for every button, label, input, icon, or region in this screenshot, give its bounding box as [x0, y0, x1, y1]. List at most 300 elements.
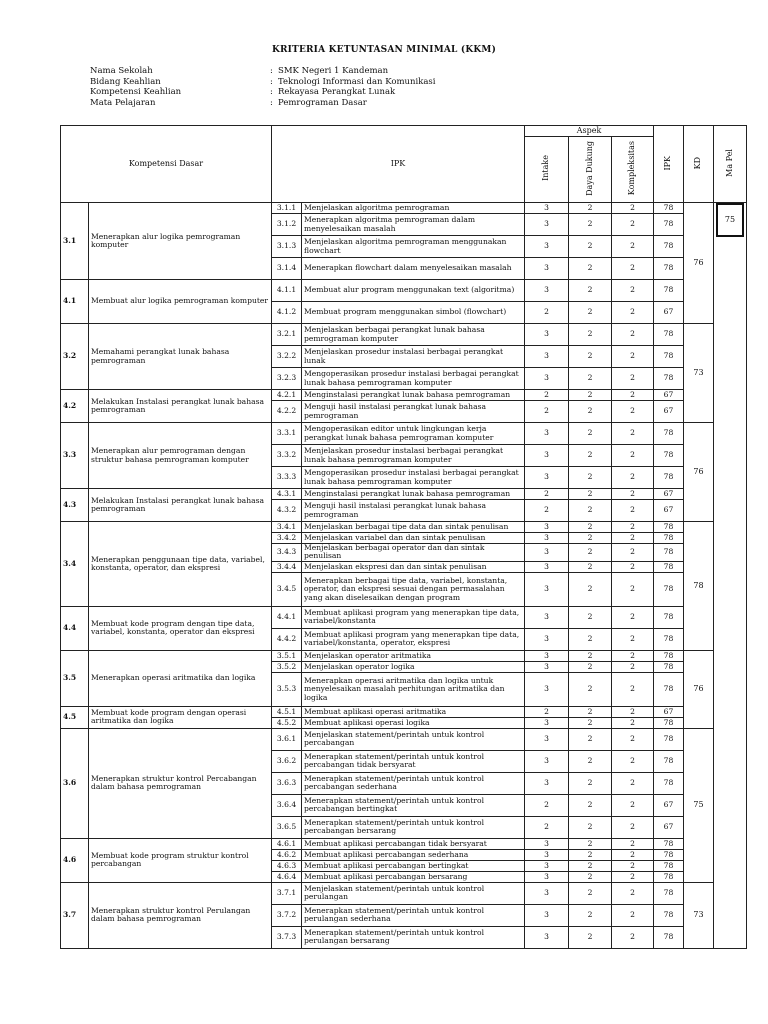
- ipk-number: 3.2.3: [272, 368, 302, 390]
- intake-value: 3: [525, 423, 569, 445]
- meta-label: Mata Pelajaran: [90, 97, 156, 108]
- ipk-number: 3.5.3: [272, 672, 302, 706]
- intake-value: 3: [525, 860, 569, 871]
- intake-value: 3: [525, 650, 569, 661]
- ipk-number: 3.7.3: [272, 926, 302, 948]
- ipk-description: Membuat alur program menggunakan text (algoritma): [302, 280, 525, 302]
- kompleksitas-value: 2: [612, 849, 654, 860]
- ipk-description: Menerapkan berbagai tipe data, variabel, konstanta, operator, dan ekspresi sesuai dengan permasalahan yang akan diselesaikan dengan program: [302, 572, 525, 606]
- meta-label: Kompetensi Keahlian: [90, 87, 182, 98]
- intake-value: 2: [525, 816, 569, 838]
- ipk-description: Membuat aplikasi percabangan tidak bersyarat: [302, 838, 525, 849]
- kompleksitas-value: 2: [612, 346, 654, 368]
- intake-value: 3: [525, 772, 569, 794]
- ipk-value: 78: [654, 672, 684, 706]
- intake-value: 3: [525, 445, 569, 467]
- kd-description: Membuat kode program dengan tipe data, variabel, konstanta, operator dan ekspresi: [89, 606, 272, 650]
- intake-value: 3: [525, 203, 569, 214]
- ipk-description: Membuat aplikasi percabangan bertingkat: [302, 860, 525, 871]
- kd-description: Menerapkan alur logika pemrograman komputer: [89, 203, 272, 280]
- ipk-value: 78: [654, 203, 684, 214]
- kd-number: 3.5: [61, 650, 89, 706]
- kd-kkm-value: 76: [684, 203, 714, 324]
- ipk-value: 67: [654, 489, 684, 500]
- ipk-number: 3.4.1: [272, 522, 302, 533]
- ipk-value: 78: [654, 628, 684, 650]
- ipk-description: Menjelaskan ekspresi dan dan sintak penulisan: [302, 561, 525, 572]
- daya-dukung-value: 2: [569, 860, 612, 871]
- ipk-value: 67: [654, 706, 684, 717]
- intake-value: 3: [525, 280, 569, 302]
- intake-value: 3: [525, 346, 569, 368]
- header-ipk: IPK: [272, 126, 525, 203]
- ipk-value: 78: [654, 838, 684, 849]
- kompleksitas-value: 2: [612, 390, 654, 401]
- ipk-description: Menjelaskan statement/perintah untuk kontrol perulangan: [302, 882, 525, 904]
- daya-dukung-value: 2: [569, 672, 612, 706]
- kompleksitas-value: 2: [612, 214, 654, 236]
- intake-value: 3: [525, 544, 569, 562]
- kompleksitas-value: 2: [612, 628, 654, 650]
- header-kompetensi-dasar: Kompetensi Dasar: [61, 126, 272, 203]
- meta-row-school: [90, 66, 436, 77]
- kd-kkm-value: 78: [684, 522, 714, 651]
- ipk-description: Menguji hasil instalasi perangkat lunak bahasa pemrograman: [302, 401, 525, 423]
- ipk-description: Menerapkan statement/perintah untuk kontrol percabangan bertingkat: [302, 794, 525, 816]
- ipk-number: 3.3.1: [272, 423, 302, 445]
- daya-dukung-value: 2: [569, 750, 612, 772]
- intake-value: 3: [525, 258, 569, 280]
- intake-value: 3: [525, 750, 569, 772]
- kd-kkm-value: 73: [684, 882, 714, 948]
- ipk-value: 78: [654, 926, 684, 948]
- daya-dukung-value: 2: [569, 728, 612, 750]
- kompleksitas-value: 2: [612, 871, 654, 882]
- table-row: [61, 606, 747, 628]
- intake-value: 3: [525, 661, 569, 672]
- daya-dukung-value: 2: [569, 544, 612, 562]
- ipk-description: Menjelaskan algoritma pemrograman: [302, 203, 525, 214]
- daya-dukung-value: 2: [569, 258, 612, 280]
- ipk-value: 78: [654, 561, 684, 572]
- kkm-table: [60, 125, 747, 949]
- ipk-description: Menerapkan statement/perintah untuk kontrol perulangan bersarang: [302, 926, 525, 948]
- kd-description: Menerapkan struktur kontrol Percabangan dalam bahasa pemrograman: [89, 728, 272, 838]
- ipk-number: 3.7.1: [272, 882, 302, 904]
- table-row: [61, 882, 747, 904]
- intake-value: 3: [525, 572, 569, 606]
- kompleksitas-value: 2: [612, 302, 654, 324]
- header-kd-col: [684, 126, 714, 203]
- ipk-number: 4.1.1: [272, 280, 302, 302]
- ipk-value: 67: [654, 500, 684, 522]
- intake-value: 3: [525, 561, 569, 572]
- ipk-number: 3.6.5: [272, 816, 302, 838]
- meta-colon: :: [270, 66, 273, 76]
- ipk-value: 78: [654, 606, 684, 628]
- ipk-description: Menjelaskan prosedur instalasi berbagai perangkat lunak: [302, 346, 525, 368]
- kompleksitas-value: 2: [612, 544, 654, 562]
- ipk-description: Mengoperasikan prosedur instalasi berbagai perangkat lunak bahasa pemrograman komputer: [302, 467, 525, 489]
- ipk-value: 67: [654, 302, 684, 324]
- kompleksitas-value: 2: [612, 750, 654, 772]
- ipk-value: 78: [654, 346, 684, 368]
- ipk-value: 67: [654, 816, 684, 838]
- kd-number: 3.2: [61, 324, 89, 390]
- ipk-number: 4.6.1: [272, 838, 302, 849]
- kompleksitas-value: 2: [612, 500, 654, 522]
- kompleksitas-value: 2: [612, 280, 654, 302]
- ipk-number: 4.5.2: [272, 717, 302, 728]
- intake-value: 2: [525, 794, 569, 816]
- kompleksitas-value: 2: [612, 445, 654, 467]
- kd-number: 4.1: [61, 280, 89, 324]
- kd-description: Melakukan Instalasi perangkat lunak bahasa pemrograman: [89, 390, 272, 423]
- kompleksitas-value: 2: [612, 489, 654, 500]
- ipk-description: Menjelaskan statement/perintah untuk kontrol percabangan: [302, 728, 525, 750]
- kompleksitas-value: 2: [612, 860, 654, 871]
- intake-value: 3: [525, 838, 569, 849]
- ipk-value: 78: [654, 423, 684, 445]
- ipk-value: 78: [654, 522, 684, 533]
- intake-value: 3: [525, 672, 569, 706]
- daya-dukung-value: 2: [569, 346, 612, 368]
- kompleksitas-value: 2: [612, 717, 654, 728]
- ipk-value: 78: [654, 533, 684, 544]
- intake-value: 3: [525, 926, 569, 948]
- header-daya-dukung: [569, 137, 612, 203]
- daya-dukung-value: 2: [569, 500, 612, 522]
- meta-value: Rekayasa Perangkat Lunak: [278, 87, 396, 98]
- kd-number: 4.3: [61, 489, 89, 522]
- daya-dukung-value: 2: [569, 838, 612, 849]
- school-info: [90, 66, 436, 108]
- meta-colon: :: [270, 97, 273, 108]
- daya-dukung-value: 2: [569, 772, 612, 794]
- kompleksitas-value: 2: [612, 203, 654, 214]
- mapel-kkm-cell: [714, 203, 747, 949]
- intake-value: 3: [525, 236, 569, 258]
- intake-value: 3: [525, 533, 569, 544]
- ipk-number: 3.6.4: [272, 794, 302, 816]
- mapel-kkm-value: 75: [716, 203, 744, 237]
- ipk-value: 67: [654, 401, 684, 423]
- kompleksitas-value: 2: [612, 650, 654, 661]
- ipk-description: Membuat aplikasi operasi logika: [302, 717, 525, 728]
- kompleksitas-value: 2: [612, 423, 654, 445]
- ipk-value: 78: [654, 750, 684, 772]
- ipk-value: 78: [654, 368, 684, 390]
- daya-dukung-value: 2: [569, 445, 612, 467]
- kompleksitas-value: 2: [612, 572, 654, 606]
- daya-dukung-value: 2: [569, 324, 612, 346]
- daya-dukung-value: 2: [569, 650, 612, 661]
- meta-row-subject: [90, 98, 436, 109]
- daya-dukung-value: 2: [569, 489, 612, 500]
- ipk-number: 3.4.3: [272, 544, 302, 562]
- daya-dukung-value: 2: [569, 882, 612, 904]
- ipk-value: 78: [654, 280, 684, 302]
- kd-number: 4.6: [61, 838, 89, 882]
- ipk-description: Menjelaskan berbagai perangkat lunak bahasa pemrograman komputer: [302, 324, 525, 346]
- header-kd-col-text: KD: [693, 156, 703, 169]
- kompleksitas-value: 2: [612, 606, 654, 628]
- ipk-number: 3.3.2: [272, 445, 302, 467]
- kompleksitas-value: 2: [612, 258, 654, 280]
- ipk-value: 78: [654, 572, 684, 606]
- ipk-number: 3.2.2: [272, 346, 302, 368]
- ipk-description: Menjelaskan berbagai operator dan dan sintak penulisan: [302, 544, 525, 562]
- kompleksitas-value: 2: [612, 533, 654, 544]
- table-row: [61, 390, 747, 401]
- ipk-number: 3.6.3: [272, 772, 302, 794]
- ipk-value: 78: [654, 661, 684, 672]
- intake-value: 3: [525, 368, 569, 390]
- kd-description: Membuat kode program dengan operasi aritmatika dan logika: [89, 706, 272, 728]
- ipk-description: Menginstalasi perangkat lunak bahasa pemrograman: [302, 390, 525, 401]
- ipk-number: 4.2.1: [272, 390, 302, 401]
- ipk-value: 78: [654, 445, 684, 467]
- ipk-number: 4.6.3: [272, 860, 302, 871]
- daya-dukung-value: 2: [569, 401, 612, 423]
- ipk-number: 4.1.2: [272, 302, 302, 324]
- meta-value: Pemrograman Dasar: [278, 97, 367, 108]
- daya-dukung-value: 2: [569, 717, 612, 728]
- ipk-description: Menerapkan algoritma pemrograman dalam menyelesaikan masalah: [302, 214, 525, 236]
- ipk-number: 3.7.2: [272, 904, 302, 926]
- ipk-number: 3.1.2: [272, 214, 302, 236]
- ipk-number: 3.1.3: [272, 236, 302, 258]
- ipk-value: 78: [654, 871, 684, 882]
- ipk-value: 67: [654, 794, 684, 816]
- intake-value: 2: [525, 500, 569, 522]
- kd-description: Memahami perangkat lunak bahasa pemrograman: [89, 324, 272, 390]
- kd-description: Membuat alur logika pemrograman komputer: [89, 280, 272, 324]
- daya-dukung-value: 2: [569, 236, 612, 258]
- header-komp-text: Kompleksitas: [627, 141, 637, 196]
- daya-dukung-value: 2: [569, 849, 612, 860]
- table-row: [61, 838, 747, 849]
- ipk-value: 78: [654, 214, 684, 236]
- kd-description: Membuat kode program struktur kontrol percabangan: [89, 838, 272, 882]
- table-row: [61, 650, 747, 661]
- ipk-value: 78: [654, 467, 684, 489]
- ipk-description: Menerapkan statement/perintah untuk kontrol percabangan tidak bersyarat: [302, 750, 525, 772]
- kompleksitas-value: 2: [612, 672, 654, 706]
- ipk-value: 78: [654, 236, 684, 258]
- kd-description: Menerapkan struktur kontrol Perulangan dalam bahasa pemrograman: [89, 882, 272, 948]
- intake-value: 3: [525, 606, 569, 628]
- header-aspek: Aspek: [525, 126, 654, 137]
- kompleksitas-value: 2: [612, 794, 654, 816]
- kd-description: Menerapkan operasi aritmatika dan logika: [89, 650, 272, 706]
- header-intake: [525, 137, 569, 203]
- ipk-value: 78: [654, 860, 684, 871]
- kd-description: Menerapkan penggunaan tipe data, variabel, konstanta, operator, dan ekspresi: [89, 522, 272, 607]
- ipk-value: 78: [654, 849, 684, 860]
- ipk-description: Menjelaskan variabel dan dan sintak penulisan: [302, 533, 525, 544]
- daya-dukung-value: 2: [569, 214, 612, 236]
- intake-value: 3: [525, 522, 569, 533]
- ipk-number: 3.4.2: [272, 533, 302, 544]
- ipk-description: Membuat aplikasi program yang menerapkan tipe data, variabel/konstanta, operator, ekspresi: [302, 628, 525, 650]
- ipk-description: Membuat program menggunakan simbol (flowchart): [302, 302, 525, 324]
- table-row: [61, 728, 747, 750]
- kd-number: 3.6: [61, 728, 89, 838]
- ipk-description: Menerapkan operasi aritmatika dan logika untuk menyelesaikan masalah perhitungan aritmatika dan logika: [302, 672, 525, 706]
- daya-dukung-value: 2: [569, 606, 612, 628]
- kompleksitas-value: 2: [612, 467, 654, 489]
- table-row: [61, 489, 747, 500]
- daya-dukung-value: 2: [569, 661, 612, 672]
- table-row: [61, 280, 747, 302]
- ipk-description: Membuat aplikasi percabangan bersarang: [302, 871, 525, 882]
- ipk-description: Menjelaskan berbagai tipe data dan sintak penulisan: [302, 522, 525, 533]
- kompleksitas-value: 2: [612, 368, 654, 390]
- ipk-description: Menjelaskan operator logika: [302, 661, 525, 672]
- daya-dukung-value: 2: [569, 926, 612, 948]
- header-mapel: [714, 126, 747, 203]
- intake-value: 3: [525, 882, 569, 904]
- ipk-number: 3.6.2: [272, 750, 302, 772]
- kompleksitas-value: 2: [612, 816, 654, 838]
- ipk-description: Menerapkan flowchart dalam menyelesaikan masalah: [302, 258, 525, 280]
- intake-value: 3: [525, 628, 569, 650]
- meta-value: SMK Negeri 1 Kandeman: [278, 66, 389, 76]
- kd-number: 3.4: [61, 522, 89, 607]
- meta-row-competency: [90, 87, 436, 98]
- kompleksitas-value: 2: [612, 661, 654, 672]
- ipk-number: 3.2.1: [272, 324, 302, 346]
- ipk-number: 4.6.4: [272, 871, 302, 882]
- intake-value: 3: [525, 728, 569, 750]
- kompleksitas-value: 2: [612, 706, 654, 717]
- ipk-description: Menerapkan statement/perintah untuk kontrol percabangan bersarang: [302, 816, 525, 838]
- intake-value: 2: [525, 401, 569, 423]
- ipk-number: 3.1.4: [272, 258, 302, 280]
- daya-dukung-value: 2: [569, 467, 612, 489]
- ipk-number: 4.6.2: [272, 849, 302, 860]
- kompleksitas-value: 2: [612, 522, 654, 533]
- meta-value: Teknologi Informasi dan Komunikasi: [278, 76, 436, 87]
- kkm-body: [61, 203, 747, 949]
- ipk-number: 3.4.5: [272, 572, 302, 606]
- ipk-number: 3.6.1: [272, 728, 302, 750]
- ipk-description: Membuat aplikasi program yang menerapkan tipe data, variabel/konstanta: [302, 606, 525, 628]
- ipk-number: 3.4.4: [272, 561, 302, 572]
- ipk-number: 4.3.2: [272, 500, 302, 522]
- intake-value: 3: [525, 849, 569, 860]
- ipk-value: 78: [654, 728, 684, 750]
- kompleksitas-value: 2: [612, 838, 654, 849]
- ipk-number: 3.5.1: [272, 650, 302, 661]
- intake-value: 2: [525, 489, 569, 500]
- ipk-value: 67: [654, 390, 684, 401]
- ipk-description: Membuat aplikasi operasi aritmatika: [302, 706, 525, 717]
- kompleksitas-value: 2: [612, 236, 654, 258]
- header-intake-text: Intake: [541, 155, 551, 182]
- header-mapel-text: Ma Pel: [724, 148, 734, 177]
- kd-number: 3.7: [61, 882, 89, 948]
- daya-dukung-value: 2: [569, 280, 612, 302]
- kompleksitas-value: 2: [612, 401, 654, 423]
- ipk-value: 78: [654, 258, 684, 280]
- kd-number: 4.4: [61, 606, 89, 650]
- table-row: [61, 522, 747, 533]
- ipk-number: 4.4.1: [272, 606, 302, 628]
- intake-value: 2: [525, 302, 569, 324]
- ipk-description: Menerapkan statement/perintah untuk kontrol percabangan sederhana: [302, 772, 525, 794]
- daya-dukung-value: 2: [569, 423, 612, 445]
- ipk-value: 78: [654, 324, 684, 346]
- page-title: KRITERIA KETUNTASAN MINIMAL (KKM): [271, 45, 497, 55]
- kd-number: 3.1: [61, 203, 89, 280]
- daya-dukung-value: 2: [569, 561, 612, 572]
- ipk-description: Menjelaskan prosedur instalasi berbagai perangkat lunak bahasa pemrograman komputer: [302, 445, 525, 467]
- intake-value: 2: [525, 390, 569, 401]
- kompleksitas-value: 2: [612, 561, 654, 572]
- ipk-value: 78: [654, 717, 684, 728]
- table-row: [61, 423, 747, 445]
- header-ipk-col: [654, 126, 684, 203]
- kd-number: 4.2: [61, 390, 89, 423]
- intake-value: 2: [525, 706, 569, 717]
- intake-value: 3: [525, 324, 569, 346]
- kd-description: Menerapkan alur pemrograman dengan struktur bahasa pemrograman komputer: [89, 423, 272, 489]
- meta-label: Nama Sekolah: [90, 66, 153, 76]
- header-ipk-col-text: IPK: [663, 155, 673, 171]
- ipk-description: Mengoperasikan prosedur instalasi berbagai perangkat lunak bahasa pemrograman komputer: [302, 368, 525, 390]
- daya-dukung-value: 2: [569, 368, 612, 390]
- daya-dukung-value: 2: [569, 203, 612, 214]
- kompleksitas-value: 2: [612, 882, 654, 904]
- kompleksitas-value: 2: [612, 728, 654, 750]
- ipk-value: 78: [654, 772, 684, 794]
- ipk-value: 78: [654, 882, 684, 904]
- intake-value: 3: [525, 467, 569, 489]
- ipk-number: 4.5.1: [272, 706, 302, 717]
- ipk-value: 78: [654, 904, 684, 926]
- ipk-number: 3.5.2: [272, 661, 302, 672]
- meta-colon: :: [270, 87, 273, 98]
- daya-dukung-value: 2: [569, 302, 612, 324]
- ipk-number: 4.2.2: [272, 401, 302, 423]
- daya-dukung-value: 2: [569, 794, 612, 816]
- ipk-number: 4.3.1: [272, 489, 302, 500]
- daya-dukung-value: 2: [569, 522, 612, 533]
- kd-number: 4.5: [61, 706, 89, 728]
- ipk-description: Mengoperasikan editor untuk lingkungan kerja perangkat lunak bahasa pemrograman komputer: [302, 423, 525, 445]
- ipk-description: Menguji hasil instalasi perangkat lunak bahasa pemrograman: [302, 500, 525, 522]
- kompleksitas-value: 2: [612, 926, 654, 948]
- table-row: [61, 706, 747, 717]
- kd-kkm-value: 75: [684, 728, 714, 882]
- ipk-description: Menjelaskan algoritma pemrograman menggunakan flowchart: [302, 236, 525, 258]
- ipk-description: Menerapkan statement/perintah untuk kontrol perulangan sederhana: [302, 904, 525, 926]
- meta-colon: :: [270, 76, 273, 87]
- ipk-number: 3.1.1: [272, 203, 302, 214]
- daya-dukung-value: 2: [569, 816, 612, 838]
- daya-dukung-value: 2: [569, 572, 612, 606]
- kompleksitas-value: 2: [612, 772, 654, 794]
- header-kompleksitas: [612, 137, 654, 203]
- daya-dukung-value: 2: [569, 871, 612, 882]
- daya-dukung-value: 2: [569, 533, 612, 544]
- kompleksitas-value: 2: [612, 904, 654, 926]
- kd-number: 3.3: [61, 423, 89, 489]
- kd-kkm-value: 73: [684, 324, 714, 423]
- header-daya-text: Daya Dukung: [584, 140, 594, 196]
